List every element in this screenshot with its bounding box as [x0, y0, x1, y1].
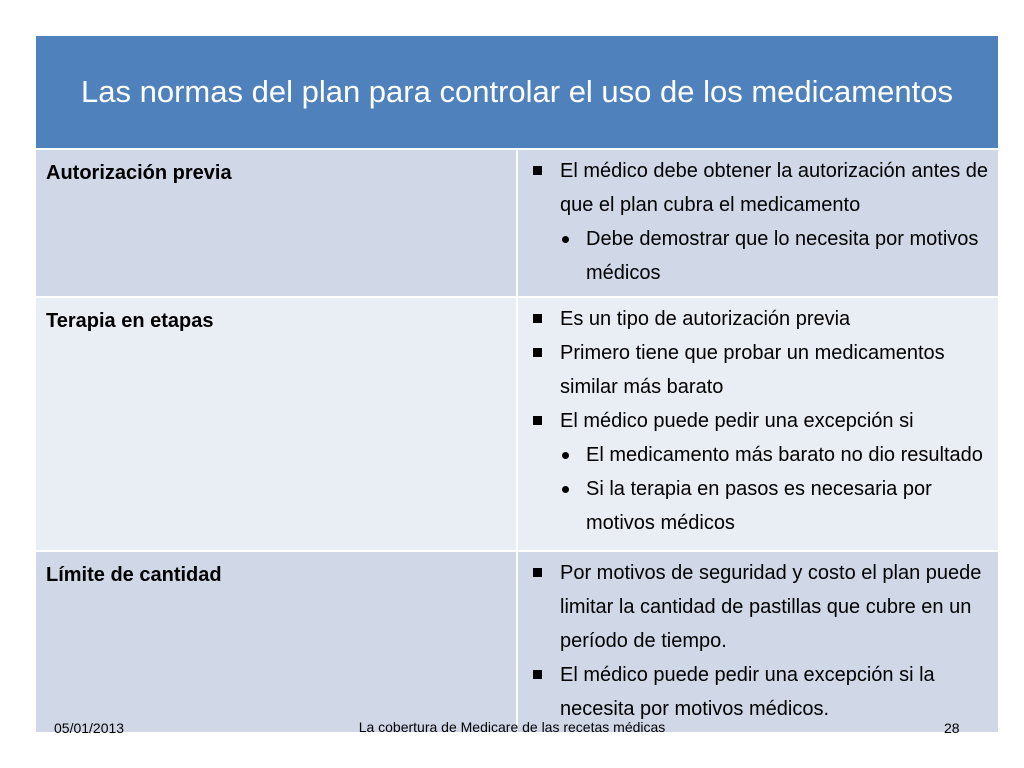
slide-title: Las normas del plan para controlar el uso de los medicamentos	[35, 35, 999, 149]
row-content	[517, 297, 999, 551]
sub-bullet-item: Debe demostrar que lo necesita por motivos médicos	[528, 222, 990, 290]
bullet-item: Primero tiene que probar un medicamentos similar más barato	[528, 336, 990, 404]
table-row-quantity-limit	[35, 551, 999, 733]
row-label: Terapia en etapas	[35, 297, 517, 551]
row-label: Límite de cantidad	[35, 551, 517, 733]
bullet-item: Es un tipo de autorización previa	[528, 302, 990, 336]
bullet-list	[528, 556, 990, 726]
footer-date: 05/01/2013	[54, 720, 125, 736]
row-label: Autorización previa	[35, 149, 517, 297]
bullet-list	[528, 302, 990, 540]
table-row-step-therapy	[35, 297, 999, 551]
bullet-item: El médico debe obtener la autorización antes de que el plan cubra el medicamento	[528, 154, 990, 222]
table-header-row	[35, 35, 999, 149]
rules-table	[34, 34, 1000, 734]
row-content	[517, 551, 999, 733]
sub-bullet-item: El medicamento más barato no dio resultado	[528, 438, 990, 472]
bullet-list	[528, 154, 990, 290]
bullet-item: El médico puede pedir una excepción si la necesita por motivos médicos.	[528, 658, 990, 726]
row-content	[517, 149, 999, 297]
footer-caption: La cobertura de Medicare de las recetas médicas	[358, 719, 666, 735]
bullet-item: Por motivos de seguridad y costo el plan puede limitar la cantidad de pastillas que cubre en un período de tiempo.	[528, 556, 990, 658]
footer-page-number: 28	[944, 720, 960, 736]
sub-bullet-item: Si la terapia en pasos es necesaria por motivos médicos	[528, 472, 990, 540]
table-row-prior-authorization	[35, 149, 999, 297]
bullet-item: El médico puede pedir una excepción si	[528, 404, 990, 438]
